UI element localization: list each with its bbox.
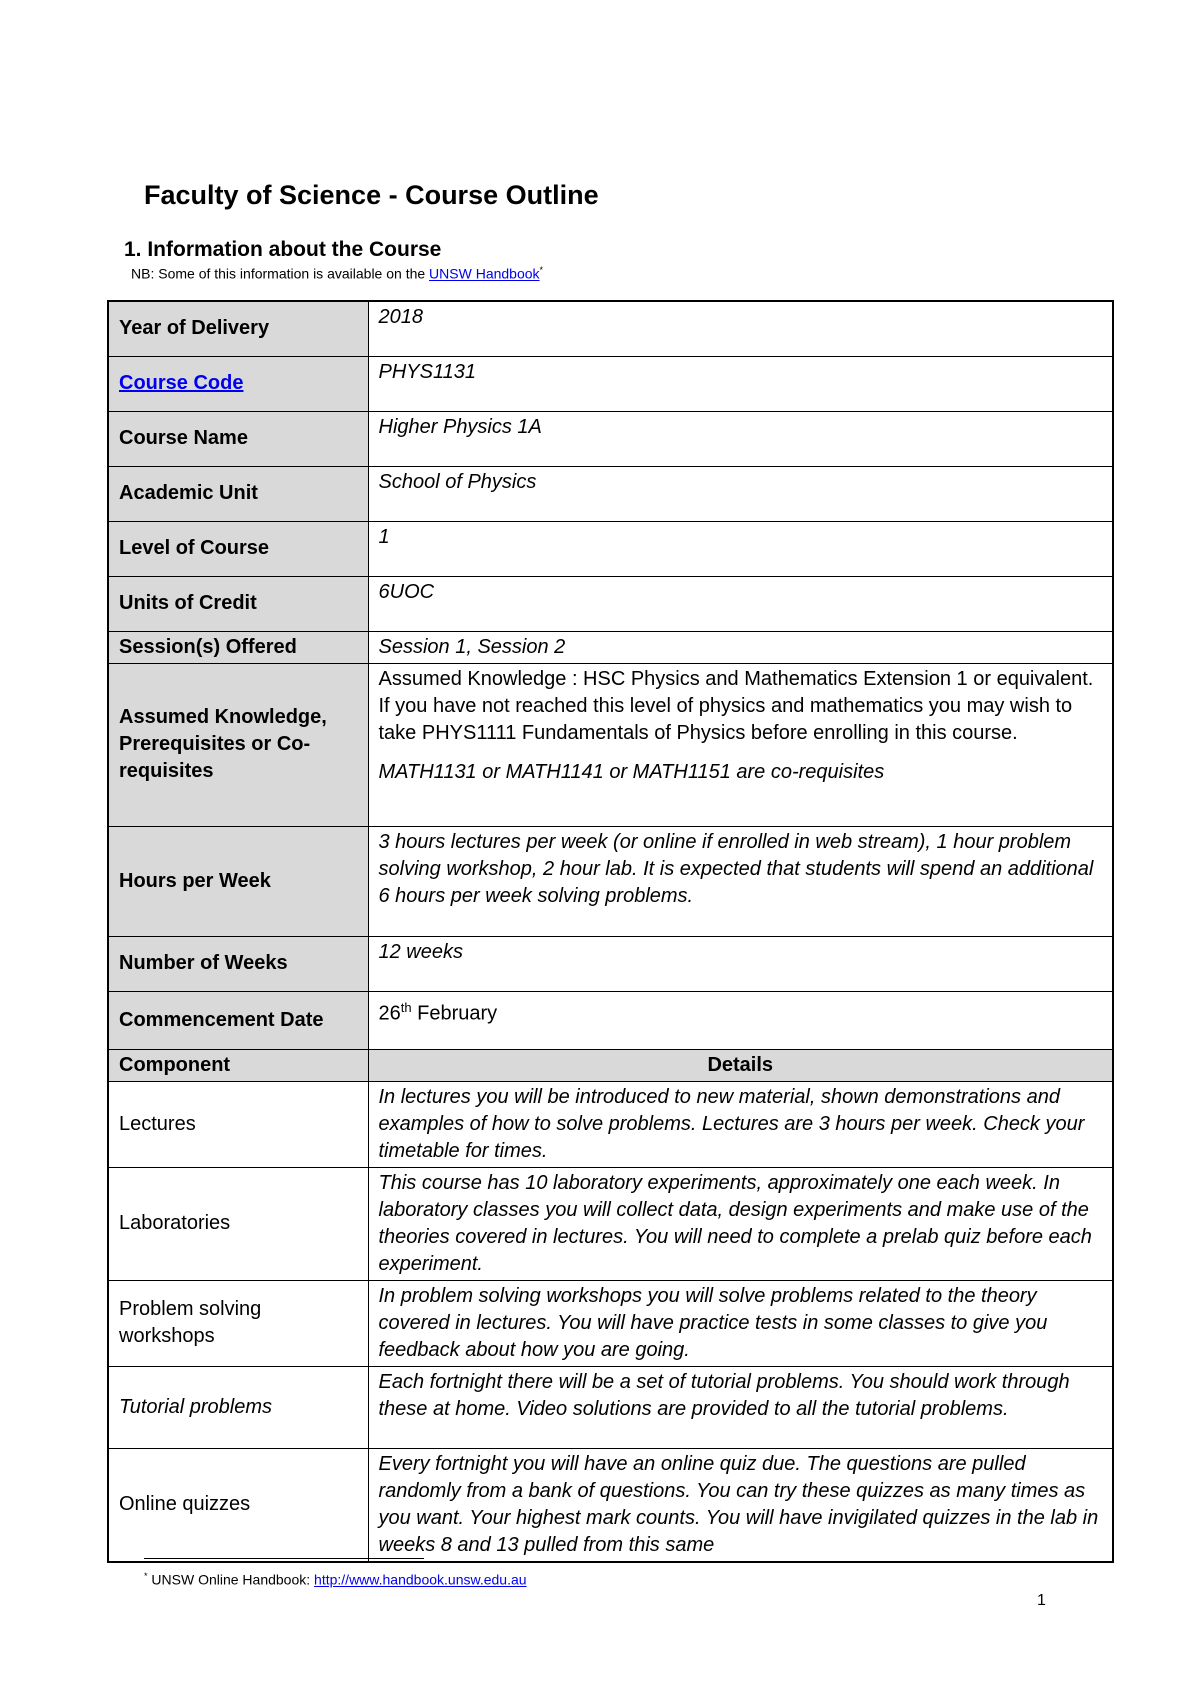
prereq-label: Assumed Knowledge, Prerequisites or Co-requisites — [108, 663, 368, 826]
unsw-handbook-link[interactable]: UNSW Handbook — [429, 265, 540, 282]
component-name: Lectures — [108, 1081, 368, 1167]
academic-unit-label: Academic Unit — [108, 466, 368, 521]
table-row — [108, 1167, 1113, 1280]
year-value: 2018 — [368, 301, 1113, 356]
component-name: Laboratories — [108, 1167, 368, 1280]
component-header: Component — [108, 1049, 368, 1081]
footnote-marker: * — [144, 1571, 148, 1581]
level-label: Level of Course — [108, 521, 368, 576]
footnote — [144, 1571, 527, 1588]
component-name: Tutorial problems — [108, 1366, 368, 1448]
handbook-note-text: NB: Some of this information is available on the — [131, 265, 430, 282]
session-label: Session(s) Offered — [108, 631, 368, 663]
row-hours — [108, 826, 1113, 936]
table-row — [108, 1448, 1113, 1562]
assumed-knowledge-text: Assumed Knowledge : HSC Physics and Mathematics Extension 1 or equivalent. If you have not reached this level of physics and mathematics you may wish to take PHYS1111 Fundamentals of Physics before enrolling in this course. — [378, 667, 1094, 744]
component-header-row — [108, 1049, 1113, 1081]
level-value: 1 — [368, 521, 1113, 576]
credit-label: Units of Credit — [108, 576, 368, 631]
course-name-label: Course Name — [108, 411, 368, 466]
row-unit — [108, 466, 1113, 521]
page-number: 1 — [1037, 1592, 1046, 1609]
date-day: 26 — [378, 1002, 401, 1025]
footnote-marker: * — [539, 265, 544, 275]
table-row — [108, 1280, 1113, 1366]
component-details: In problem solving workshops you will solve problems related to the theory covered in lectures. You will have practice tests in some classes to give you feedback about how you are going. — [368, 1280, 1113, 1366]
footnote-divider — [144, 1558, 424, 1559]
year-label: Year of Delivery — [108, 301, 368, 356]
row-session — [108, 631, 1113, 663]
handbook-url-link[interactable]: http://www.handbook.unsw.edu.au — [314, 1571, 527, 1588]
row-date — [108, 991, 1113, 1049]
session-value: Session 1, Session 2 — [368, 631, 1113, 663]
hours-value: 3 hours lectures per week (or online if enrolled in web stream), 1 hour problem solving workshop, 2 hour lab. It is expected that students will spend an additional 6 hours per week solving problems. — [368, 826, 1113, 936]
hours-label: Hours per Week — [108, 826, 368, 936]
date-label: Commencement Date — [108, 991, 368, 1049]
course-code-label — [108, 356, 368, 411]
row-level — [108, 521, 1113, 576]
component-details: This course has 10 laboratory experiments, approximately one each week. In laboratory classes you will collect data, design experiments and make use of the theories covered in lectures. You will need to complete a prelab quiz before each experiment. — [368, 1167, 1113, 1280]
table-row — [108, 1081, 1113, 1167]
row-name — [108, 411, 1113, 466]
prereq-value — [368, 663, 1113, 826]
course-code-link[interactable]: Course Code — [119, 372, 244, 394]
coreq-text: MATH1131 or MATH1141 or MATH1151 are co-requisites — [378, 760, 885, 783]
weeks-value: 12 weeks — [368, 936, 1113, 991]
row-code — [108, 356, 1113, 411]
component-name: Online quizzes — [108, 1448, 368, 1562]
course-info-table — [107, 300, 1114, 1563]
page-title: Faculty of Science - Course Outline — [144, 180, 599, 210]
row-year — [108, 301, 1113, 356]
footnote-text: UNSW Online Handbook: — [147, 1571, 315, 1588]
component-details: Every fortnight you will have an online quiz due. The questions are pulled randomly from a bank of questions. You can try these quizzes as many times as you want. Your highest mark counts. You will have invigilated quizzes in the lab in weeks 8 and 13 pulled from this same — [368, 1448, 1113, 1562]
component-details: In lectures you will be introduced to new material, shown demonstrations and examples of how to solve problems. Lectures are 3 hours per week. Check your timetable for times. — [368, 1081, 1113, 1167]
table-row — [108, 1366, 1113, 1448]
date-suffix: th — [400, 999, 412, 1015]
date-month: February — [411, 1002, 498, 1025]
weeks-label: Number of Weeks — [108, 936, 368, 991]
row-credit — [108, 576, 1113, 631]
date-value — [368, 991, 1113, 1049]
component-details: Each fortnight there will be a set of tutorial problems. You should work through these at home. Video solutions are provided to all the tutorial problems. — [368, 1366, 1113, 1448]
course-code-value: PHYS1131 — [368, 356, 1113, 411]
details-header: Details — [368, 1049, 1113, 1081]
handbook-note — [131, 265, 543, 282]
section-heading: 1. Information about the Course — [124, 238, 442, 261]
credit-value: 6UOC — [368, 576, 1113, 631]
row-weeks — [108, 936, 1113, 991]
component-name: Problem solving workshops — [108, 1280, 368, 1366]
course-name-value: Higher Physics 1A — [368, 411, 1113, 466]
academic-unit-value: School of Physics — [368, 466, 1113, 521]
row-prereq — [108, 663, 1113, 826]
